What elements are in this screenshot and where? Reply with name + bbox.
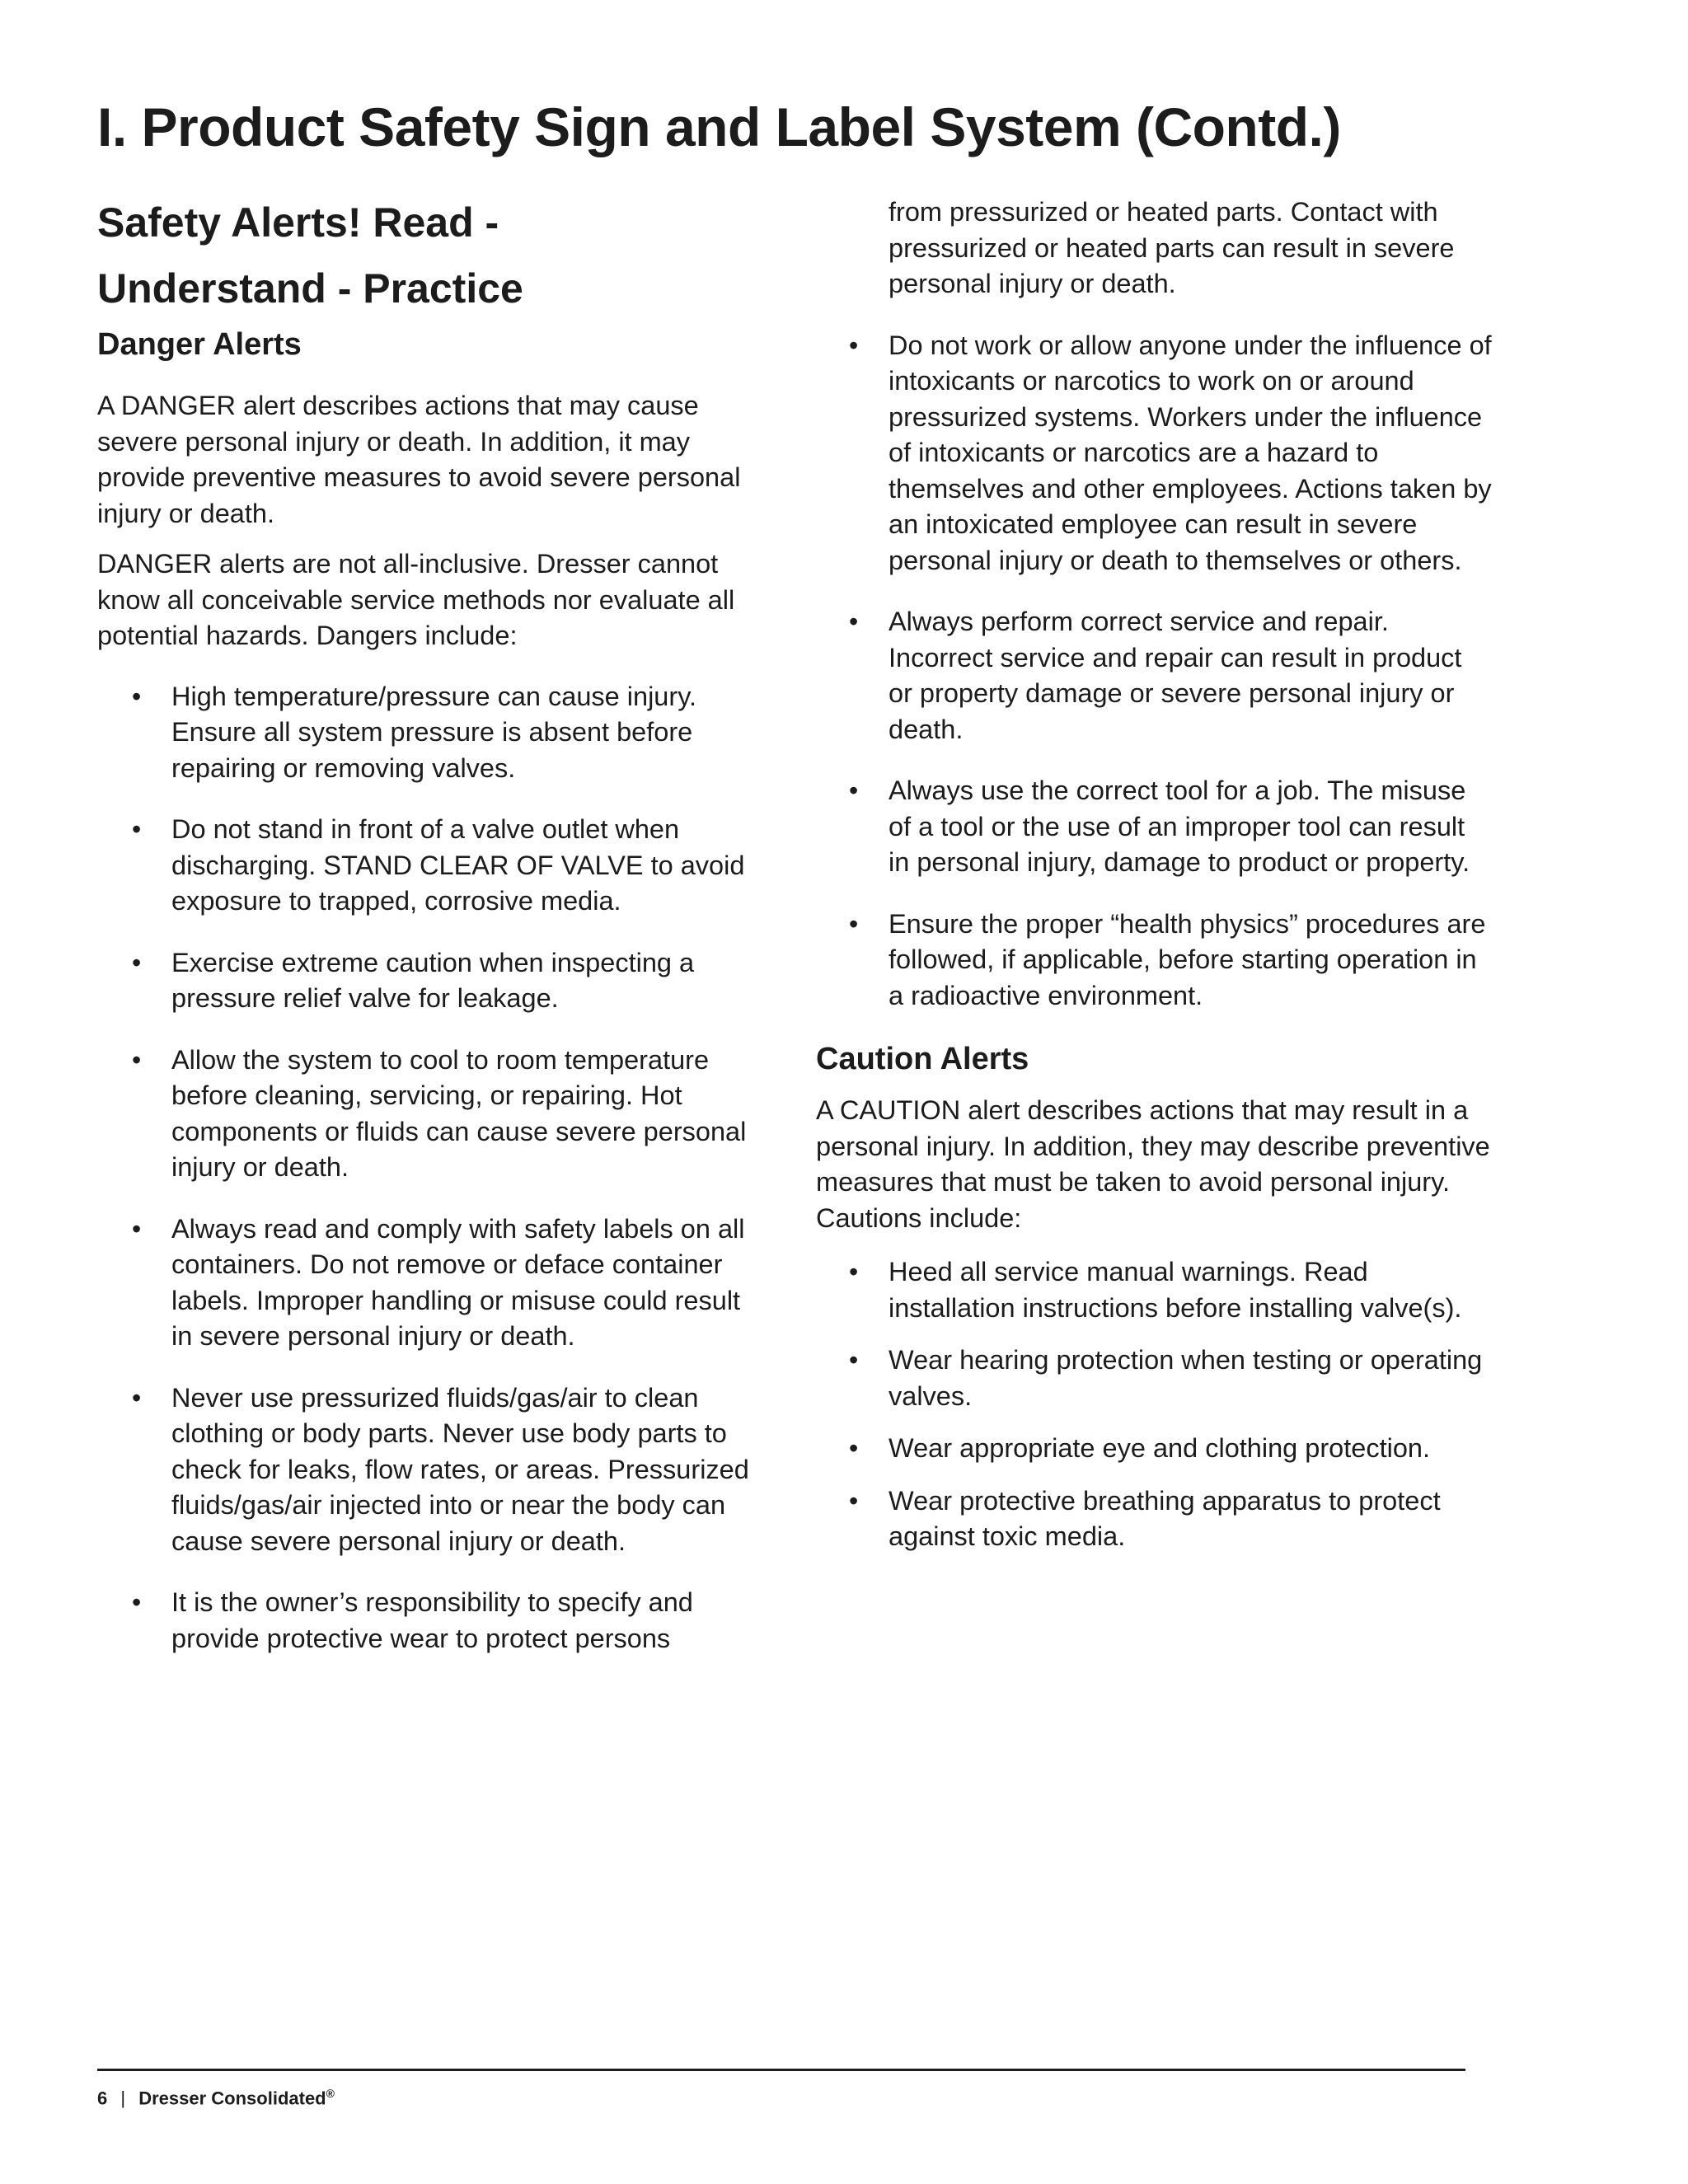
list-item bbox=[816, 1431, 1492, 1467]
list-item bbox=[97, 812, 757, 920]
bullet-icon: • bbox=[132, 814, 142, 845]
registered-mark: ® bbox=[326, 2087, 335, 2100]
continued-list-item-text: from pressurized or heated parts. Contact with pressurized or heated parts can result in severe personal injury or death. bbox=[889, 197, 1455, 298]
list-item-text: Wear protective breathing apparatus to protect against toxic media. bbox=[889, 1485, 1441, 1552]
danger-paragraph-1: A DANGER alert describes actions that may cause severe personal injury or death. In addition, it may provide preventive measures to avoid severe personal injury or death. bbox=[97, 391, 741, 528]
bullet-icon: • bbox=[132, 681, 142, 711]
list-item bbox=[816, 1343, 1492, 1414]
bullet-icon: • bbox=[849, 1485, 859, 1516]
list-item bbox=[97, 945, 757, 1017]
list-item-text: Heed all service manual warnings. Read installation instructions before installing valve(s). bbox=[889, 1257, 1462, 1323]
list-item-text: Always read and comply with safety labels on all containers. Do not remove or deface container labels. Improper handling or misuse could result in severe personal injury or death. bbox=[171, 1213, 745, 1352]
list-item bbox=[97, 679, 757, 787]
list-item bbox=[816, 328, 1492, 579]
page-number: 6 bbox=[97, 2088, 108, 2109]
list-item-text: Never use pressurized fluids/gas/air to clean clothing or body parts. Never use body parts to check for leaks, flow rates, or areas. Pressurized fluids/gas/air injected into or near the body can cause severe personal injury or death. bbox=[171, 1382, 749, 1556]
bullet-icon: • bbox=[132, 1213, 142, 1244]
list-item-text: Always perform correct service and repair. Incorrect service and repair can result in product or property damage or severe personal injury or death. bbox=[889, 607, 1462, 744]
bullet-icon: • bbox=[849, 330, 859, 360]
list-item-text: Exercise extreme caution when inspecting a pressure relief valve for leakage. bbox=[171, 947, 695, 1014]
list-item bbox=[97, 1212, 757, 1355]
list-item bbox=[816, 773, 1492, 881]
list-item bbox=[97, 1043, 757, 1186]
bullet-icon: • bbox=[849, 607, 859, 636]
list-item-text: Do not work or allow anyone under the influence of intoxicants or narcotics to work on or around pressurized systems. Workers under the influence of intoxicants or narcotics are a hazard to themselves and other employees. Actions taken by an intoxicated employee can result in severe personal injury or death to themselves or others. bbox=[889, 330, 1492, 575]
danger-alerts-heading: Danger Alerts bbox=[97, 327, 302, 362]
danger-list bbox=[97, 679, 757, 1657]
section-heading-line2: Understand - Practice bbox=[97, 265, 523, 312]
list-item-text: Wear appropriate eye and clothing protection. bbox=[889, 1433, 1431, 1464]
list-item bbox=[97, 1585, 757, 1657]
section-heading bbox=[97, 190, 757, 321]
footer-brand: Dresser Consolidated bbox=[138, 2088, 326, 2109]
bullet-icon: • bbox=[849, 1257, 859, 1287]
page-title: I. Product Safety Sign and Label System (Contd.) bbox=[97, 96, 1341, 157]
list-item-text: Do not stand in front of a valve outlet when discharging. STAND CLEAR OF VALVE to avoid exposure to trapped, corrosive media. bbox=[171, 814, 745, 916]
footer-divider bbox=[97, 2069, 1465, 2071]
list-item bbox=[816, 1254, 1492, 1326]
bullet-icon: • bbox=[132, 947, 142, 977]
list-item-text: Always use the correct tool for a job. The misuse of a tool or the use of an improper tool can result in personal injury, damage to product or property. bbox=[889, 776, 1470, 877]
list-item bbox=[816, 1483, 1492, 1555]
bullet-icon: • bbox=[132, 1587, 142, 1618]
left-column bbox=[97, 190, 757, 1682]
list-item bbox=[97, 1380, 757, 1560]
caution-alerts-heading: Caution Alerts bbox=[816, 1042, 1029, 1076]
section-heading-line1: Safety Alerts! Read - bbox=[97, 199, 499, 246]
bullet-icon: • bbox=[849, 1345, 859, 1376]
list-item-text: Ensure the proper “health physics” procedures are followed, if applicable, before starting operation in a radioactive environment. bbox=[889, 908, 1486, 1010]
danger-paragraph-2: DANGER alerts are not all-inclusive. Dresser cannot know all conceivable service methods nor evaluate all potential hazards. Dangers include: bbox=[97, 549, 735, 651]
footer-separator: | bbox=[120, 2088, 126, 2109]
list-item bbox=[816, 604, 1492, 748]
page-footer bbox=[97, 2087, 335, 2109]
bullet-icon: • bbox=[132, 1382, 142, 1413]
list-item-text: Wear hearing protection when testing or operating valves. bbox=[889, 1345, 1483, 1411]
bullet-icon: • bbox=[849, 1433, 859, 1464]
list-item bbox=[816, 907, 1492, 1015]
list-item-text: Allow the system to cool to room temperature before cleaning, servicing, or repairing. Hot components or fluids can cause severe personal injury or death. bbox=[171, 1044, 747, 1183]
list-item-text: It is the owner’s responsibility to specify and provide protective wear to protect persons bbox=[171, 1587, 693, 1653]
danger-list-continued bbox=[816, 328, 1492, 1015]
list-item-text: High temperature/pressure can cause injury. Ensure all system pressure is absent before repairing or removing valves. bbox=[171, 681, 697, 783]
bullet-icon: • bbox=[132, 1044, 142, 1075]
bullet-icon: • bbox=[849, 776, 859, 805]
caution-paragraph: A CAUTION alert describes actions that may result in a personal injury. In addition, they may describe preventive measures that must be taken to avoid personal injury. Cautions include: bbox=[816, 1095, 1490, 1233]
bullet-icon: • bbox=[849, 908, 859, 939]
right-column bbox=[816, 194, 1492, 1572]
caution-list bbox=[816, 1254, 1492, 1555]
